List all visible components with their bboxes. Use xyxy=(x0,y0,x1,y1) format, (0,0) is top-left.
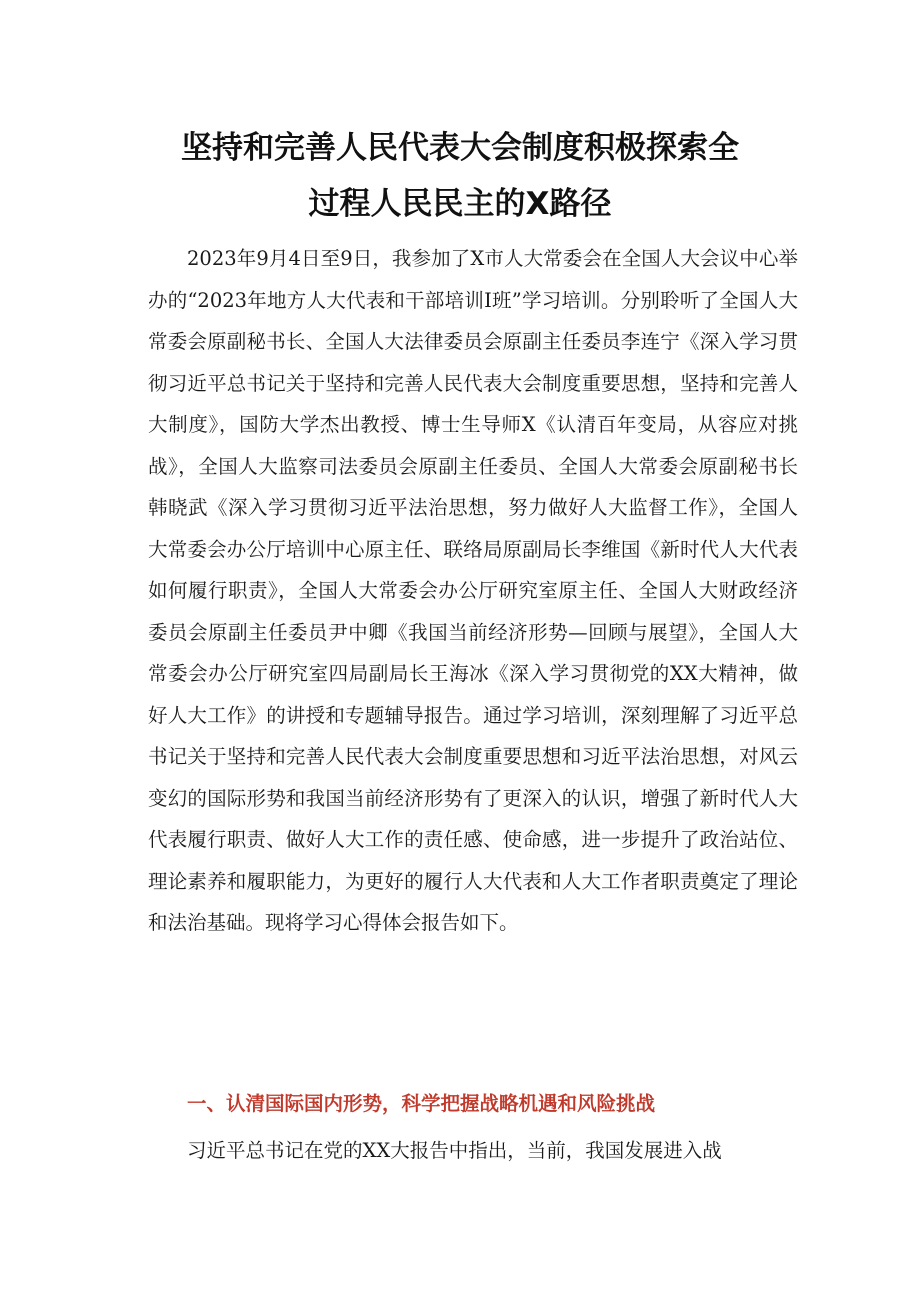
document-title-line-1: 坚持和完善人民代表大会制度积极探索全 xyxy=(181,130,739,166)
intro-paragraph: 2023年9月4日至9日，我参加了X市人大常委会在全国人大会议中心举办的“2023年地方人大代表和干部培训Ⅰ班”学习培训。分别聆听了全国人大常委会原副秘书长、全国人大法律委员会原副主任委员李连宁《深入学习贯彻习近平总书记关于坚持和完善人民代表大会制度重要思想，坚持和完善人大制度》，国防大学杰出教授、博士生导师X《认清百年变局，从容应对挑战》，全国人大监察司法委员会原副主任委员、全国人大常委会原副秘书长韩晓武《深入学习贯彻习近平法治思想，努力做好人大监督工作》，全国人大常委会办公厅培训中心原主任、联络局原副局长李维国《新时代人大代表如何履行职责》，全国人大常委会办公厅研究室原主任、全国人大财政经济委员会原副主任委员尹中卿《我国当前经济形势—回顾与展望》，全国人大常委会办公厅研究室四局副局长王海冰《深入学习贯彻党的XX大精神，做好人大工作》的讲授和专题辅导报告。通过学习培训，深刻理解了习近平总书记关于坚持和完善人民代表大会制度重要思想和习近平法治思想，对风云变幻的国际形势和我国当前经济形势有了更深入的认识，增强了新时代人大代表履行职责、做好人大工作的责任感、使命感，进一步提升了政治站位、理论素养和履职能力，为更好的履行人大代表和人大工作者职责奠定了理论和法治基础。现将学习心得体会报告如下。 xyxy=(148,247,798,934)
document-title-line-2: 过程人民民主的X路径 xyxy=(308,186,612,222)
section-heading-1: 一、认清国际国内形势，科学把握战略机遇和风险挑战 xyxy=(187,1092,656,1115)
section-1-paragraph: 习近平总书记在党的XX大报告中指出，当前，我国发展进入战 xyxy=(187,1139,722,1162)
